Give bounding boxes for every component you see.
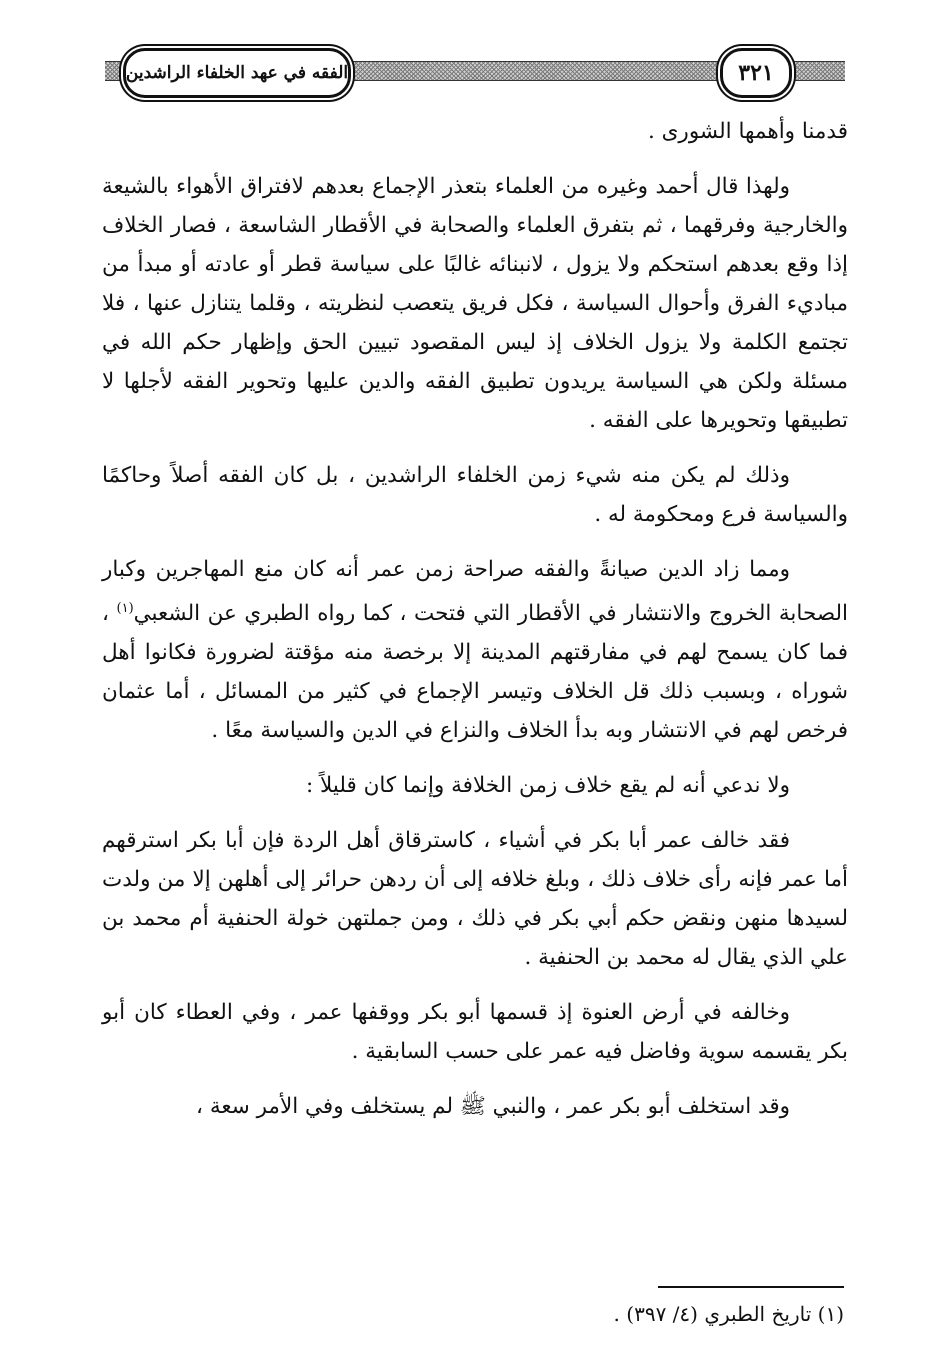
paragraph: وقد استخلف أبو بكر عمر ، والنبي ﷺ لم يستخلف وفي الأمر سعة ، (196, 1094, 790, 1120)
paragraph (102, 550, 848, 750)
paragraph: فقد خالف عمر أبا بكر في أشياء ، كاسترقاق أهل الردة فإن أبا بكر استرقهم أما عمر فإنه رأى خلاف ذلك ، وبلغ خلافه إلى أن ردهن حرائر إلى أهلهن إلا من ولدت لسيدها منهن ونقض حكم أبي بكر في ذلك ، ومن جملتهن خولة الحنفية أم محمد بن علي الذي يقال له محمد بن الحنفية . (102, 828, 848, 971)
paragraph-text: ، فما كان يسمح لهم في مفارقتهم المدينة إلا برخصة منه مؤقتة لضرورة فكانوا أهل شوراه ، وبسبب ذلك قل الخلاف وتيسر الإجماع في كثير من المسائل ، أما عثمان فرخص لهم في الانتشار وبه بدأ الخلاف والنزاع في الدين والسياسة معًا . (102, 601, 848, 744)
paragraph: ولا ندعي أنه لم يقع خلاف زمن الخلافة وإنما كان قليلاً : (305, 773, 790, 799)
paragraph: وذلك لم يكن منه شيء زمن الخلفاء الراشدين ، بل كان الفقه أصلاً وحاكمًا والسياسة فرع ومحكومة له . (102, 463, 848, 527)
footnote-marker: (١) (116, 601, 134, 616)
page-body (102, 112, 848, 1142)
paragraph: قدمنا وأهمها الشورى . (647, 119, 848, 144)
paragraph: ولهذا قال أحمد وغيره من العلماء بتعذر الإجماع بعدهم لافتراق الأهواء بالشيعة والخارجية وفرقهما ، ثم بتفرق العلماء والصحابة في الأقطار الشاسعة ، فصار الخلاف إذا وقع بعدهم استحكم ولا يزول ، لانبنائه غالبًا على سياسة قطر أو عادته أو مبدأ من مباديء الفرق وأحوال السياسة ، فكل فريق يتعصب لنظريته ، وقلما يتنازل عنها ، فلا تجتمع الكلمة ولا يزول الخلاف إذ ليس المقصود تبيين الحق وإظهار حكم الله في مسئلة ولكن هي السياسة يريدون تطبيق الفقه والدين عليها وتحوير الفقه لأجلها لا تطبيقها وتحويرها على الفقه . (102, 174, 848, 433)
footnote-separator (658, 1286, 844, 1288)
paragraph: وخالفه في أرض العنوة إذ قسمها أبو بكر ووقفها عمر ، وفي العطاء كان أبو بكر يقسمه سوية وفاضل فيه عمر على حسب السابقية . (102, 1000, 848, 1065)
footnote: (١) تاريخ الطبري (٤/ ٣٩٧) . (613, 1302, 844, 1326)
paragraph-text: ومما زاد الدين صيانةً والفقه صراحة زمن عمر أنه كان منع المهاجرين وكبار الصحابة الخروج والانتشار في الأقطار التي فتحت ، كما رواه الطبري عن الشعبي (102, 557, 848, 627)
running-header (105, 42, 845, 100)
page-number: ٣٢١ (720, 48, 792, 98)
book-title: الفقه في عهد الخلفاء الراشدين (123, 48, 351, 98)
